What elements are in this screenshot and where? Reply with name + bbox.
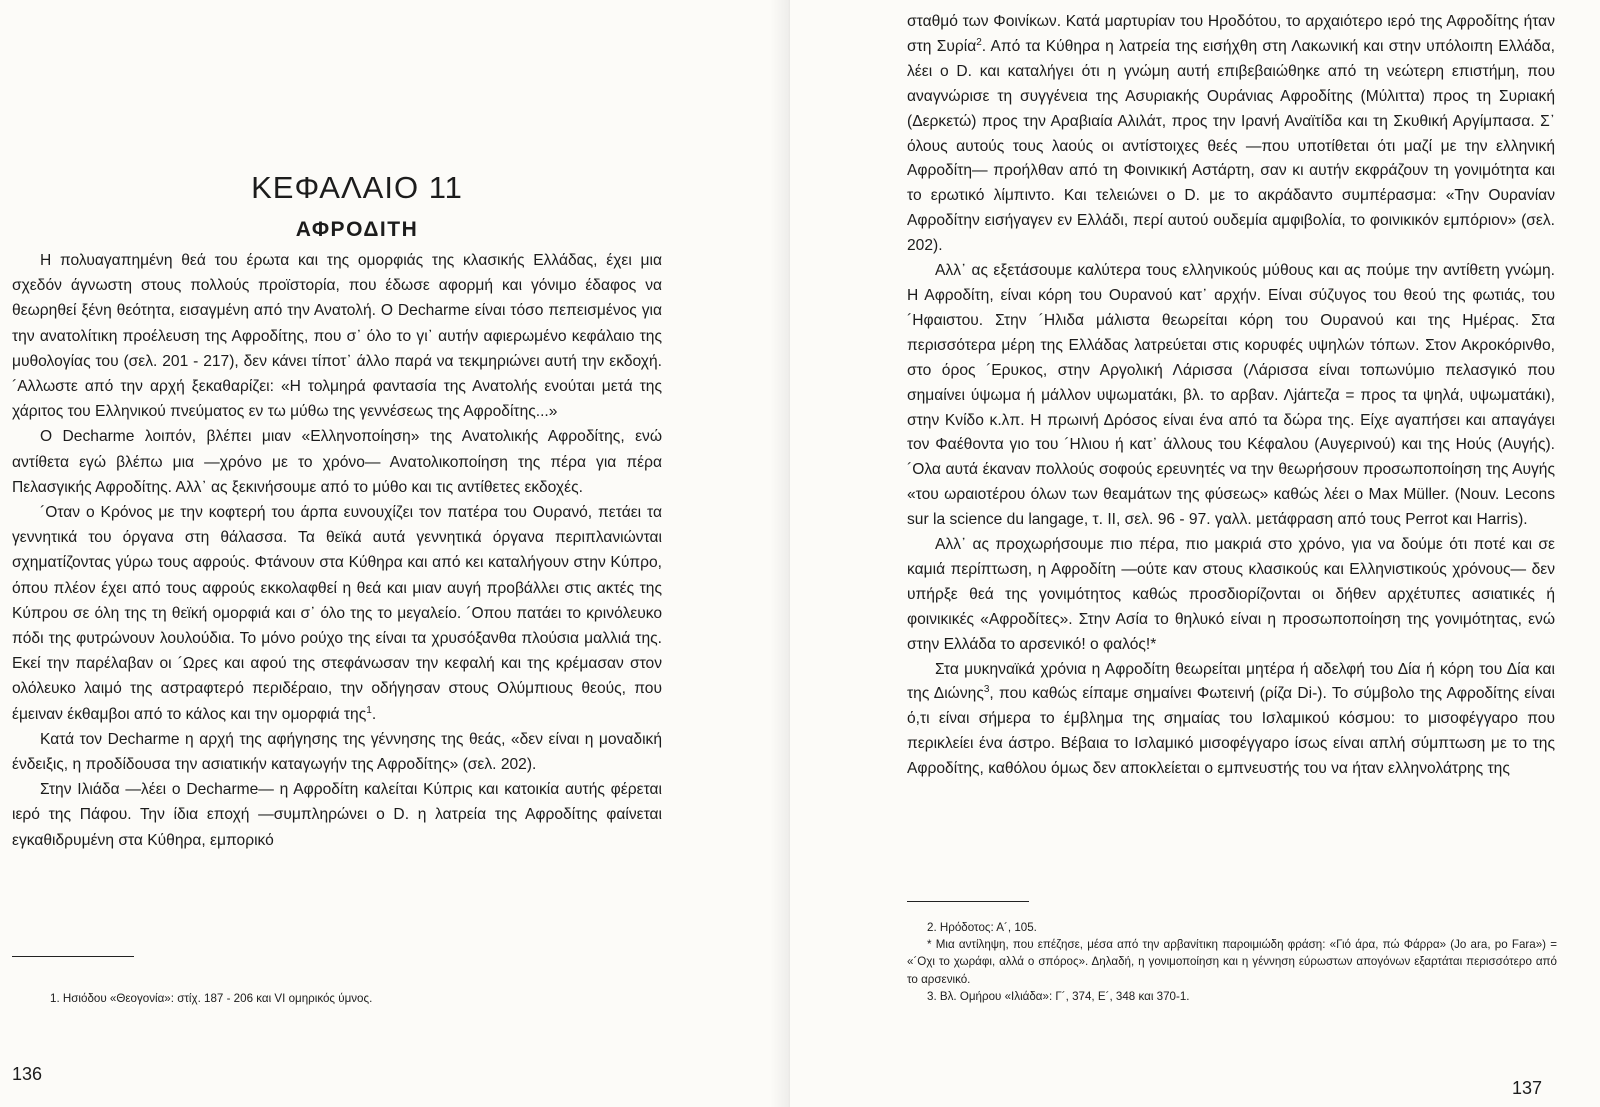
footnote: 2. Ηρόδοτος: Α´, 105. [927,921,1037,934]
right-footnotes [907,919,1557,1005]
chapter-title: ΚΕΦΑΛΑΙΟ 11 [251,170,463,205]
page-number: 137 [1512,1078,1543,1098]
footnote-divider [907,901,1029,902]
paragraph: Στην Ιλιάδα —λέει ο Decharme— η Αφροδίτη καλείται Κύπρις και κατοικία αυτής φέρεται ιερό της Πάφου. Την ίδια εποχή —συμπληρώνει ο D. η λατρεία της Αφροδίτης φαίνεται εγκαθιδρυμένη στα Κύθηρα, εμπορικό [12,781,662,849]
footnote: * Μια αντίληψη, που επέζησε, μέσα από την αρβανίτικη παροιμιώδη φράση: «Γιό άρα, πώ Φάρρα» (Jo ara, po Fara») = «´Οχι το χωράφι, αλλά ο σπόρος». Δηλαδή, η γονιμοποίηση και η γέννηση εύρωστων απογόνων εξαρτάται περισσότερο από το αρσενικό. [907,938,1557,986]
paragraph: Αλλ᾽ ας εξετάσουμε καλύτερα τους ελληνικούς μύθους και ας πούμε την αντίθετη γνώμη. Η Αφροδίτη, είναι κόρη του Ουρανού κατ᾽ αρχήν. Είναι σύζυγος του θεού της φωτιάς, του ´Ηφαιστου. Στην ´Ηλιδα μάλιστα θεωρείται κόρη του Ουρανού και της Ημέρας. Στα περισσότερα μέρη της Ελλάδας λατρεύεται στις κορυφές υψηλών τόπων. Στον Ακροκόρινθο, στο όρος ´Ερυκος, στην Αργολική Λάρισσα (Λάρισσα είναι τοπωνύμιο πελασγικό που σημαίνει ύψωμα ή μάλλον υψωματάκι, βλ. το αρβαν. Λjάrτεζα = προς τα ψηλά, υψωματάκι), στην Κνίδο κ.λπ. Η πρωινή Δρόσος είναι ένα από τα δώρα της. Είχε αγαπήσει και απαγάγει τον Φαέθοντα γιο του ´Ηλιου ή κατ᾽ άλλους του Κέφαλου (Αυγερινού) και της Ηούς (Αυγής). ´Ολα αυτά έκαναν πολλούς σοφούς ερευνητές να την θεωρήσουν προσωποποίηση της Αυγής «του ωραιοτέρου όλων των θεαμάτων της φύσεως» καθώς λέει ο Max Müller. (Nouv. Lecons sur la science du langage, τ. ΙΙ, σελ. 96 - 97. γαλλ. μετάφραση από τους Perrot και Harris). [907,262,1555,529]
paragraph-text: Στα μυκηναϊκά χρόνια η Αφροδίτη θεωρείται μητέρα ή αδελφή του Δία ή κόρη του Δία και της Διώνης [907,660,1555,703]
footnote-reference: 2 [976,36,982,48]
paragraph: ´Οταν ο Κρόνος με την κοφτερή του άρπα ευνουχίζει τον πατέρα του Ουρανό, πετάει τα γεννητικά του όργανα στη θάλασσα. Τα θεϊκά αυτά γεννητικά όργανα περιπλανιώνται σχηματίζοντας γύρω τους αφρούς. Φτάνουν στα Κύθηρα και από κει καταλήγουν στην Κύπρο, όπου πλέον έχει από τους αφρούς εκκολαφθεί η θεά και μιαν αυγή προβάλλει στις ακτές της Κύπρου σε όλη της τη θεϊκή ομορφιά και σ᾽ όλο της το μεγαλείο. ´Οπου πατάει το κρινόλευκο πόδι της φυτρώνουν λουλούδια. Το μόνο ρούχο της είναι τα χρυσόξανθα πλούσια μαλλιά της. Εκεί την παρέλαβαν οι ´Ωρες και αφού της στεφάνωσαν την κεφαλή και της κρέμασαν στον ολόλευκο λαιμό της αστραφτερό περιδέραιο, την οδήγησαν στους Ολύμπιους θεούς, που έμειναν έκθαμβοι από το κάλος και την ομορφιά της$^1$. [12,504,662,723]
right-body-text [907,10,1555,782]
left-body-text [12,248,662,853]
paragraph-text: σταθμό των Φοινίκων. Κατά μαρτυρίαν του Ηροδότου, το αρχαιότερο ιερό της Αφροδίτης ήταν στη Συρία [907,13,1555,55]
paragraph-text: , που καθώς είπαμε σημαίνει Φωτεινή (ρίζα Di-). Το σύμβολο της Αφροδίτης είναι ό,τι είναι σήμερα το έμβλημα της σημαίας του Ισλαμικού κόσμου: το μισοφέγγαρο που περικλείει ένα άστρο. Βέβαια το Ισλαμικό μισοφέγγαρο ίσως είναι απλή σύμπτωση με το της Αφροδίτης, καθόλου όμως δεν αποκλείεται ο εμπνευστής του να ήταν ελληνολάτρης της [907,685,1556,778]
paragraph-text: ´Οταν ο Κρόνος με την κοφτερή του άρπα ευνουχίζει τον πατέρα του Ουρανό, πετάει τα γεννητικά του όργανα στη θάλασσα. Τα θεϊκά αυτά γεννητικά όργανα περιπλανιώνται σχηματίζοντας γύρω τους αφρούς. Φτάνουν στα Κύθηρα και από κει καταλήγουν στην Κύπρο, όπου πλέον έχει από τους αφρούς εκκολαφθεί η θεά και μιαν αυγή προβάλλει στις ακτές της Κύπρου σε όλη της τη θεϊκή ομορφιά και σ᾽ όλο της το μεγαλείο. ´Οπου πατάει το κρινόλευκο πόδι της φυτρώνουν λουλούδια. Το μόνο ρούχο της είναι τα χρυσόξανθα πλούσια μαλλιά της. Εκεί την παρέλαβαν οι ´Ωρες και αφού της στεφάνωσαν την κεφαλή και της κρέμασαν στον ολόλευκο λαιμό της αστραφτερό περιδέραιο, την οδήγησαν στους Ολύμπιους θεούς, που έμειναν έκθαμβοι από το κάλος και την ομορφιά της [12,504,662,723]
chapter-name: ΑΦΡΟΔΙΤΗ [295,218,419,241]
paragraph: Ο Decharme λοιπόν, βλέπει μιαν «Ελληνοποίηση» της Ανατολικής Αφροδίτης, ενώ αντίθετα εγώ βλέπω μια —χρόνο με το χρόνο— Ανατολικοποίηση της πέρα για πέρα Πελασγικής Αφροδίτης. Αλλ᾽ ας ξεκινήσουμε από το μύθο και τις αντίθετες εκδοχές. [12,428,662,496]
footnote-reference: 1 [366,704,372,716]
paragraph-text: . Από τα Κύθηρα η λατρεία της εισήχθη στη Λακωνική και στην υπόλοιπη Ελλάδα, λέει ο D. και καταλήγει ότι η γνώμη αυτή επιβεβαιώθηκε από τη νεώτερη επιστήμη, που αναγνώρισε τη συγγένεια της Ασυριακής Ουράνιας Αφροδίτης (Μύλιττα) προς τη Συριακή (Δερκετώ) προς την Αραβιαία Αλιλάτ, προς την Ιρανή Αναϊτίδα και τη Σκυθική Αργίμπασα. Σ᾽ όλους αυτούς τους λαούς οι αντίστοιχες θεές —που υποτίθεται ότι μαζί με την ελληνική Αφροδίτη— προήλθαν από τη Φοινικική Αστάρτη, σαν κι αυτήν εκφράζουν τη γονιμότητα και το ερωτικό λίμπιντο. Και τελειώνει ο D. με το ακράδαντο συμπέρασμα: «Την Ουρανίαν Αφροδίτην εισήγαγεν εν Ελλάδι, περί αυτού ουδεμία αμφιβολία, το φοινικικόν εμπόριον» (σελ. 202). [907,37,1556,255]
left-page [0,0,790,1107]
paragraph [907,10,1555,259]
page-number: 136 [12,1064,43,1084]
paragraph [907,658,1555,783]
paragraph: Αλλ᾽ ας προχωρήσουμε πιο πέρα, πιο μακριά στο χρόνο, για να δούμε ότι ποτέ και σε καμιά περίπτωση, η Αφροδίτη —ούτε καν στους κλασικούς και Ελληνιστικούς χρόνους— δεν υπήρξε θεά της γονιμότητος καθώς προσδιορίζονται οι δήθεν αρχέτυπες ασιατικές ή φοινικικές «Αφροδίτες». Στην Ασία το θηλυκό είναι η προσωποποίηση της γονιμότητας, ενώ στην Ελλάδα το αρσενικό! ο φαλός!* [907,536,1555,653]
paragraph: Κατά τον Decharme η αρχή της αφήγησης της γέννησης της θεάς, «δεν είναι η μοναδική ένδειξις, η προδίδουσα την ασιατικήν καταγωγήν της Αφροδίτης» (σελ. 202). [12,730,662,774]
footnote-reference: 3 [983,684,990,696]
footnote: 3. Βλ. Ομήρου «Ιλιάδα»: Γ´, 374, Ε´, 348 και 370-1. [927,989,1190,1003]
footnote-divider [12,956,134,957]
paragraph: Η πολυαγαπημένη θεά του έρωτα και της ομορφιάς της κλασικής Ελλάδας, έχει μια σχεδόν άγνωστη στους πολλούς προϊστορία, που έδωσε αφορμή και γόνιμο έδαφος να θεωρηθεί ξένη θεότητα, εισαγμένη από την Ανατολή. Ο Decharme είναι τόσο πεπεισμένος για την ανατολίτικη προέλευση της Αφροδίτης, που σ᾽ όλο το γι᾽ αυτήν αφιερωμένο κεφάλαιο της μυθολογίας του (σελ. 201 - 217), δεν κάνει τίποτ᾽ άλλο παρά να τεκμηριώνει αυτή την εκδοχή. ´Αλλωστε από την αρχή ξεκαθαρίζει: «Η τολμηρά φαντασία της Ανατολής ενούται μετά της χάριτος του Ελληνικού πνεύματος εν τω μύθω της γεννέσεως της Αφροδίτης...» [12,252,662,421]
left-footnotes [30,990,670,1007]
footnote: 1. Ησιόδου «Θεογονία»: στίχ. 187 - 206 και VI ομηρικός ύμνος. [50,992,373,1005]
